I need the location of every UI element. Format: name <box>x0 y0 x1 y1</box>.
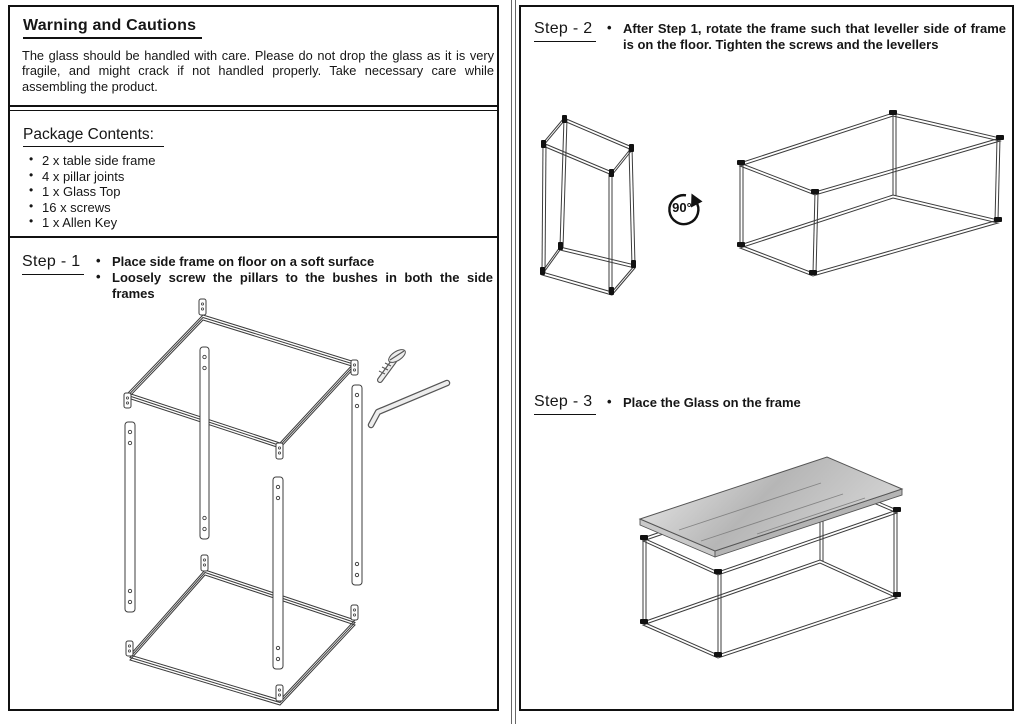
step2-label: Step - 2 <box>534 20 596 42</box>
page-fold-divider <box>511 0 516 724</box>
warning-title: Warning and Cautions <box>23 17 202 39</box>
step1-instructions <box>94 254 493 302</box>
pillar <box>200 347 209 539</box>
step1-bullet: • Loosely screw the pillars to the bushes in both the side frames <box>94 270 493 302</box>
package-item: • 1 x Allen Key <box>29 215 329 231</box>
step1-exploded-frame-diagram <box>10 297 497 709</box>
top-side-frame <box>128 315 355 448</box>
package-item: • 4 x pillar joints <box>29 169 329 185</box>
step1-label: Step - 1 <box>22 253 84 275</box>
package-item: • 1 x Glass Top <box>29 184 329 200</box>
step2-instructions <box>605 21 1006 53</box>
warning-section-title-wrap <box>23 17 202 39</box>
step1-bullet: • Place side frame on floor on a soft surface <box>94 254 493 270</box>
step3-instructions <box>605 395 1006 411</box>
pillar-joint-tabs-bottom <box>126 555 358 701</box>
pillar <box>352 385 362 585</box>
page-left <box>8 5 499 711</box>
frame-horizontal <box>740 113 1000 276</box>
package-contents-list <box>29 153 329 231</box>
step3-glass-placement-diagram <box>609 435 971 707</box>
bottom-side-frame <box>130 570 355 705</box>
tab-holes-bottom <box>128 559 355 696</box>
frame-vertical <box>542 118 635 295</box>
rotation-degree-label: 90° <box>672 200 692 215</box>
step1-label-wrap <box>22 253 84 275</box>
package-contents-title: Package Contents: <box>23 126 164 147</box>
step2-bullet: • After Step 1, rotate the frame such that leveller side of frame is on the floor. Tighten the screws and the levellers <box>605 21 1006 53</box>
step3-label: Step - 3 <box>534 393 596 415</box>
divider-double-rule <box>9 105 498 111</box>
pillar <box>125 422 135 612</box>
divider-single-rule <box>9 236 498 238</box>
step2-label-wrap <box>534 20 596 42</box>
tab-holes-top <box>126 303 355 454</box>
glass-top <box>640 457 902 557</box>
step2-rotation-diagram <box>529 102 1011 307</box>
rotate-90-icon <box>664 188 704 230</box>
step3-label-wrap <box>534 393 596 415</box>
page-right <box>519 5 1014 711</box>
package-item: • 2 x table side frame <box>29 153 329 169</box>
pillar <box>273 477 283 669</box>
package-item: • 16 x screws <box>29 200 329 216</box>
allen-key-icon <box>371 383 447 425</box>
package-title-wrap <box>23 126 164 147</box>
frame-horizontal-corner-joints <box>737 110 1004 275</box>
screw-icon <box>379 347 407 380</box>
warning-body: The glass should be handled with care. Please do not drop the glass as it is very fragile, and might crack if not handled properly. Take necessary care while assembling the product. <box>22 48 494 94</box>
frame-vertical-corner-joints <box>540 115 636 295</box>
step3-bullet: • Place the Glass on the frame <box>605 395 1006 411</box>
